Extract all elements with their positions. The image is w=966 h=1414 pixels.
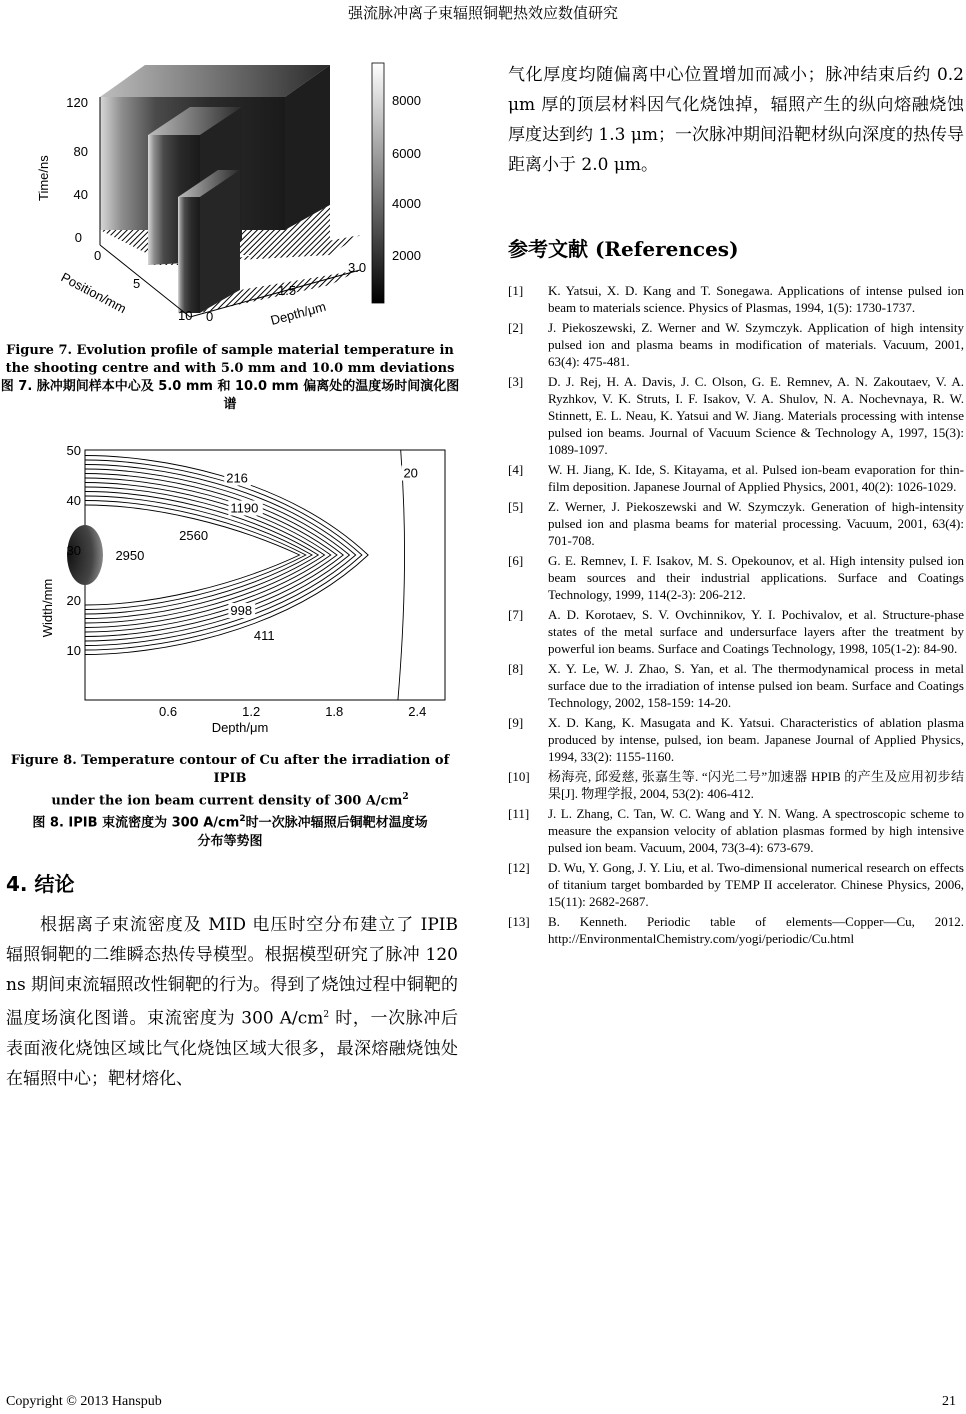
- contour-label: 1190: [230, 500, 259, 516]
- reference-number: [2]: [508, 320, 524, 335]
- figure-8-caption-cn-sup: 2: [239, 814, 246, 825]
- colorbar-tick-8000: 8000: [392, 93, 421, 108]
- colorbar-tick-2000: 2000: [392, 248, 421, 263]
- x-tick-0: 0: [94, 248, 102, 263]
- reference-number: [4]: [508, 462, 524, 477]
- z-tick-40: 40: [73, 187, 88, 202]
- figure-8-caption: [0, 752, 460, 851]
- reference-item: [508, 859, 964, 910]
- reference-text: J. Piekoszewski, Z. Werner and W. Szymczyk. Application of high intensity pulsed ion and plasma beams in modification of materials. Vacuum, 2001, 63(4): 475-481.: [548, 320, 964, 369]
- contour-label: 2560: [179, 528, 209, 543]
- contour-x-axis-label: Depth/μm: [211, 720, 269, 735]
- figure-8-caption-cn-1: 图 8. IPIB 束流密度为 300 A/cm: [32, 815, 240, 831]
- references-title: 参考文献 (References): [508, 237, 739, 261]
- reference-number: [5]: [508, 499, 524, 514]
- conclusion-text: 根据离子束流密度及 MID 电压时空分布建立了 IPIB 辐照铜靶的二维瞬态热传导模型。根据模型研究了脉冲 120 ns 期间束流辐照改性铜靶的行为。得到了烧蚀过程中铜靶的温度场演化图谱。束流密度为 300 A/cm: [6, 915, 458, 1029]
- reference-number: [8]: [508, 661, 524, 676]
- z-axis-label: Time/ns: [36, 155, 51, 201]
- y-axis-label: Depth/μm: [268, 298, 328, 328]
- reference-text: X. D. Kang, K. Masugata and K. Yatsui. Characteristics of ablation plasma produced by intense, pulsed, ion beam. Japanese Journal of Applied Physics, 1994, 33(2): 1155-1160.: [548, 715, 964, 764]
- figure-7-caption: [0, 342, 460, 414]
- conclusion-paragraph-right: 气化厚度均随偏离中心位置增加而减小；脉冲结束后约 0.2 μm 厚的顶层材料因气化烧蚀掉，辐照产生的纵向熔融烧蚀厚度达到约 1.3 μm；一次脉冲期间沿靶材纵向深度的热传导距离小于 2.0 μm。: [508, 65, 965, 175]
- reference-item: [508, 282, 964, 316]
- y-tick-3-0: 3.0: [348, 260, 367, 275]
- conclusion-text-tail: 时，一次脉冲后表面液化烧蚀区域比气化烧蚀区域大很多，最深熔融烧蚀处在辐照中心；靶材熔化、: [6, 1008, 458, 1089]
- reference-item: [508, 498, 964, 549]
- reference-item: [508, 319, 964, 370]
- reference-number: [10]: [508, 769, 530, 784]
- colorbar: [372, 63, 384, 303]
- figure-8-contour-plot: [30, 440, 450, 740]
- reference-text: A. D. Korotaev, S. V. Ovchinnikov, Y. I. Pochivalov, et al. Structure-phase states of the metal surface and undersurface layers after the treatment by powerful ion beams. Surface and Coatings Technology, 1998, 105(1-2): 84-90.: [548, 607, 964, 656]
- z-tick-80: 80: [73, 144, 88, 159]
- reference-text: J. L. Zhang, C. Tan, W. C. Wang and Y. N. Wang. A spectroscopic scheme to measure the expansion velocity of ablation plasmas formed by high intensive pulsed ion beam. Vacuum, 2004, 73(3-4): 673-679.: [548, 806, 964, 855]
- reference-number: [12]: [508, 860, 530, 875]
- reference-text: D. J. Rej, H. A. Davis, J. C. Olson, G. E. Remnev, A. N. Zakoutaev, V. A. Ryzhkov, V. K. Struts, I. F. Isakov, V. A. Shulov, N. A. Nochevnaya, R. W. Stinnett, E. L. Neau, K. Yatsui and W. Jiang. Materials processing with intense pulsed ion beams. Journal of Vacuum Science & Technology A, 1997, 15(3): 1089-1097.: [548, 374, 964, 457]
- running-head: 强流脉冲离子束辐照铜靶热效应数值研究: [347, 4, 618, 22]
- reference-item: [508, 552, 964, 603]
- contour-x-tick: 0.6: [159, 704, 178, 719]
- reference-text: X. Y. Le, W. J. Zhao, S. Yan, et al. The thermodynamical process in metal surface due to the irradiation of intense pulsed ion beam. Surface and Coatings Technology, 2002, 158-159: 14-20.: [548, 661, 964, 710]
- reference-text: D. Wu, Y. Gong, J. Y. Liu, et al. Two-dimensional numerical research on effects of titanium target bombarded by TEMP II accelerator. Chinese Physics, 2006, 15(11): 2682-2687.: [548, 860, 964, 909]
- reference-number: [11]: [508, 806, 530, 821]
- contour-label: 998: [230, 603, 253, 618]
- conclusion-paragraph-left: [6, 910, 458, 1094]
- conclusion-sup: 2: [323, 1010, 330, 1020]
- contour-y-axis-label: Width/mm: [40, 578, 55, 638]
- x-tick-10: 10: [178, 308, 193, 323]
- reference-item: [508, 461, 964, 495]
- reference-item: [508, 913, 964, 947]
- contour-label: 20: [403, 465, 418, 481]
- reference-text: K. Yatsui, X. D. Kang and T. Sonegawa. Applications of intense pulsed ion beam to materials science. Physics of Plasmas, 1994, 1(5): 1730-1737.: [548, 283, 964, 315]
- contour-y-tick: 20: [66, 593, 81, 608]
- y-tick-0: 0: [206, 309, 214, 324]
- contour-y-tick: 40: [66, 493, 81, 508]
- contour-y-tick: 10: [66, 643, 81, 658]
- footer-page-number: 21: [942, 1394, 956, 1409]
- reference-item: [508, 373, 964, 458]
- references-list: [508, 282, 964, 950]
- reference-number: [7]: [508, 607, 524, 622]
- contour-x-tick: 1.8: [325, 704, 344, 719]
- section-4-title: 4. 结论: [6, 872, 75, 896]
- figure-8-caption-en-1: Figure 8. Temperature contour of Cu after the irradiation of IPIB: [10, 753, 450, 786]
- x-tick-5: 5: [133, 276, 141, 291]
- contour-label: 2950: [115, 548, 145, 563]
- contour-label: 216: [226, 470, 248, 486]
- contour-x-tick: 2.4: [408, 704, 427, 719]
- reference-text: Z. Werner, J. Piekoszewski and W. Szymczyk. Generation of high-intensity pulsed ion and plasma beams for material processing. Vacuum, 2001, 63(4): 701-708.: [548, 499, 964, 548]
- contour-x-tick: 1.2: [242, 704, 261, 719]
- plot-frame: [85, 450, 445, 700]
- contour-y-tick: 50: [66, 443, 81, 458]
- footer-copyright: Copyright © 2013 Hanspub: [6, 1394, 162, 1409]
- x-axis-label: Position/mm: [58, 269, 129, 317]
- z-tick-120: 120: [66, 95, 88, 110]
- reference-text: W. H. Jiang, K. Ide, S. Kitayama, et al. Pulsed ion-beam evaporation for thin-film deposition. Japanese Journal of Applied Physics, 2001, 40(2): 1026-1029.: [548, 462, 964, 494]
- reference-number: [3]: [508, 374, 524, 389]
- colorbar-tick-4000: 4000: [392, 196, 421, 211]
- reference-number: [6]: [508, 553, 524, 568]
- reference-item: [508, 768, 964, 802]
- colorbar-tick-6000: 6000: [392, 146, 421, 161]
- reference-item: [508, 660, 964, 711]
- reference-item: [508, 606, 964, 657]
- figure-7-caption-en: Figure 7. Evolution profile of sample material temperature in the shooting centre and with 5.0 mm and 10.0 mm deviations: [5, 343, 455, 376]
- figure-8-caption-cn-2: 时一次脉冲辐照后铜靶材温度场: [245, 815, 428, 831]
- figure-8-caption-cn-3: 分布等势图: [197, 833, 263, 849]
- reference-text: B. Kenneth. Periodic table of elements—Copper—Cu, 2012. http://EnvironmentalChemistry.com/yogi/periodic/Cu.html: [548, 914, 964, 946]
- figure-8-caption-en-2: under the ion beam current density of 300 A/cm: [51, 793, 403, 809]
- figure-7-caption-cn: 图 7. 脉冲期间样本中心及 5.0 mm 和 10.0 mm 偏离处的温度场时间演化图谱: [0, 379, 460, 412]
- figure-8-caption-sup: 2: [402, 792, 409, 802]
- reference-item: [508, 805, 964, 856]
- contour-y-tick: 30: [66, 543, 81, 558]
- y-tick-1-5: 1.5: [278, 283, 297, 298]
- reference-text: 杨海亮, 邱爱慈, 张嘉生等. “闪光二号”加速器 HPIB 的产生及应用初步结果[J]. 物理学报, 2004, 53(2): 406-412.: [548, 769, 964, 801]
- z-tick-0: 0: [74, 230, 82, 245]
- reference-number: [13]: [508, 914, 530, 929]
- reference-number: [1]: [508, 283, 524, 298]
- reference-item: [508, 714, 964, 765]
- figure-7-surface-plot: [30, 55, 450, 330]
- reference-number: [9]: [508, 715, 524, 730]
- reference-text: G. E. Remnev, I. F. Isakov, M. S. Opekounov, et al. High intensity pulsed ion beam sources and their industrial applications. Surface and Coatings Technology, 1999, 114(2-3): 206-212.: [548, 553, 964, 602]
- contour-label: 411: [253, 628, 275, 643]
